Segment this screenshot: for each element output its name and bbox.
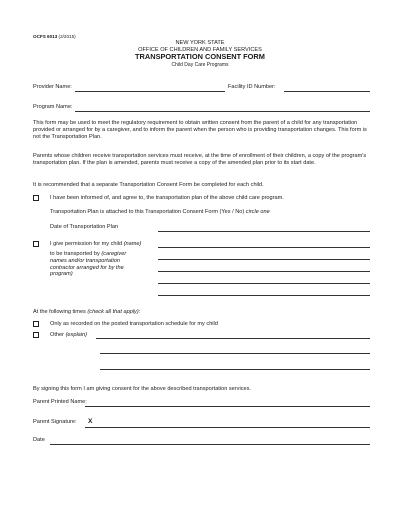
permission-checkbox[interactable] <box>33 241 39 247</box>
recommendation-text: It is recommended that a separate Transportation Consent Form be completed for each child. <box>33 182 264 188</box>
transporter-field-3[interactable] <box>158 283 370 284</box>
plan-date-field[interactable] <box>158 231 370 232</box>
other-checkbox[interactable] <box>33 332 39 338</box>
schedule-checkbox[interactable] <box>33 321 39 327</box>
date-field[interactable] <box>50 444 370 445</box>
intro-paragraph-1: This form may be used to meet the regulatory requirement to obtain written consent from the parent of a child for any transportation provided or arranged for by a caregiver, and to inform the parent when the person who is providing transportation changes. This form is not the Transportation Plan. <box>33 120 367 140</box>
consent-text: By signing this form I am giving consent for the above described transportation services. <box>33 386 251 392</box>
form-number: OCFS 6013 (2/2015) <box>33 34 76 39</box>
form-title: TRANSPORTATION CONSENT FORM <box>135 52 265 61</box>
printed-name-label: Parent Printed Name: <box>33 399 87 405</box>
child-name-field[interactable] <box>158 247 370 248</box>
signature-label: Parent Signature: <box>33 419 77 425</box>
transporter-field-1[interactable] <box>158 259 370 260</box>
transported-by-label: to be transported by (caregiver names and/or transportation contractor arranged for by the program) <box>50 251 127 278</box>
times-label: At the following times (check all that apply): <box>33 309 141 315</box>
other-option-label: Other (explain) <box>50 331 88 338</box>
facility-id-label: Facility ID Number: <box>228 84 276 90</box>
state-name: NEW YORK STATE <box>175 40 225 46</box>
transporter-field-4[interactable] <box>158 295 370 296</box>
signature-x-mark: X <box>88 418 93 425</box>
provider-name-label: Provider Name: <box>33 84 72 90</box>
date-label: Date <box>33 437 45 443</box>
plan-attached-label: Transportation Plan is attached to this Transportation Consent Form (Yes / No) circle one <box>50 209 270 215</box>
office-name: OFFICE OF CHILDREN AND FAMILY SERVICES <box>138 46 262 53</box>
other-explain-field-1[interactable] <box>96 338 370 339</box>
informed-label: I have been informed of, and agree to, the transportation plan of the above child care program. <box>50 194 284 201</box>
program-name-label: Program Name: <box>33 104 73 110</box>
permission-label: I give permission for my child (name) <box>50 240 142 247</box>
intro-paragraph-2: Parents whose children receive transportation services must receive, at the time of enrollment of their children, a copy of the program's transportation plan. If the plan is amended, parents must receive a copy of the amended plan prior to its start date. <box>33 153 367 166</box>
program-name-field[interactable] <box>75 111 370 112</box>
form-subtitle: Child Day Care Programs <box>171 62 229 68</box>
provider-name-field[interactable] <box>75 91 225 92</box>
informed-checkbox[interactable] <box>33 195 39 201</box>
schedule-option-label: Only as recorded on the posted transportation schedule for my child <box>50 320 218 327</box>
other-explain-field-3[interactable] <box>100 369 370 370</box>
plan-date-label: Date of Transportation Plan <box>50 224 119 230</box>
other-explain-field-2[interactable] <box>100 353 370 354</box>
printed-name-field[interactable] <box>85 406 370 407</box>
facility-id-field[interactable] <box>284 91 370 92</box>
signature-field[interactable] <box>85 427 370 428</box>
transporter-field-2[interactable] <box>158 271 370 272</box>
